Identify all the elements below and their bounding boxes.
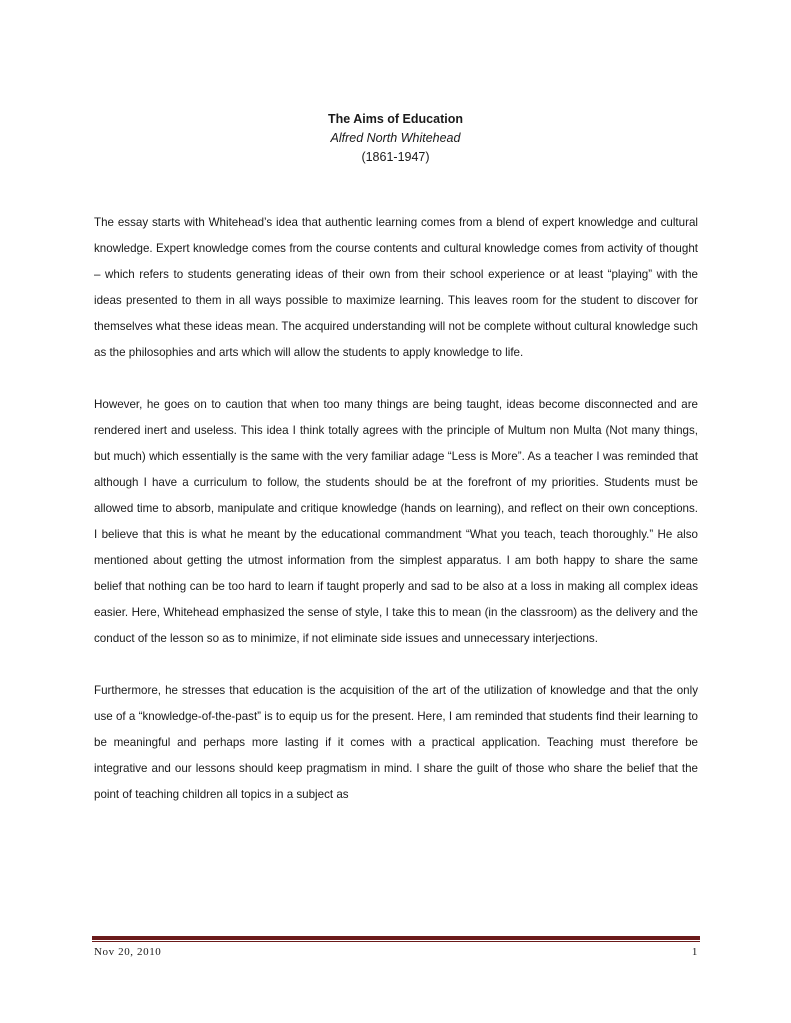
footer-divider	[92, 936, 700, 940]
page-footer	[94, 946, 698, 958]
title-block	[0, 110, 791, 167]
body-text	[94, 210, 698, 834]
author-years: (1861-1947)	[361, 150, 430, 164]
paragraph: However, he goes on to caution that when too many things are being taught, ideas become disconnected and are rendered inert and useless. This idea I think totally agrees with the principle of Multum non Multa (Not many things, but much) which essentially is the same with the very familiar adage “Less is More”. As a teacher I was reminded that although I have a curriculum to follow, the students should be at the forefront of my priorities. Students must be allowed time to absorb, manipulate and critique knowledge (hands on learning), and reflect on their own conceptions. I believe that this is what he meant by the educational commandment “What you teach, teach thoroughly.” He also mentioned about getting the utmost information from the simplest apparatus. I am both happy to share the same belief that nothing can be too hard to learn if taught properly and sad to be also at a loss in making all complex ideas easier. Here, Whitehead emphasized the sense of style, I take this to mean (in the classroom) as the delivery and the conduct of the lesson so as to minimize, if not eliminate side issues and unnecessary interjections.	[94, 398, 698, 645]
paragraph: The essay starts with Whitehead’s idea that authentic learning comes from a blend of expert knowledge and cultural knowledge. Expert knowledge comes from the course contents and cultural knowledge comes from activity of thought – which refers to students generating ideas of their own from their school experience or at least “playing” with the ideas presented to them in all ways possible to maximize learning. This leaves room for the student to discover for themselves what these ideas mean. The acquired understanding will not be complete without cultural knowledge such as the philosophies and arts which will allow the students to apply knowledge to life.	[94, 216, 698, 359]
footer-date: Nov 20, 2010	[94, 946, 162, 958]
document-author: Alfred North Whitehead	[330, 131, 461, 145]
paragraph: Furthermore, he stresses that education is the acquisition of the art of the utilization of knowledge and that the only use of a “knowledge-of-the-past” is to equip us for the present. Here, I am reminded that students find their learning to be meaningful and perhaps more lasting if it comes with a practical application. Teaching must therefore be integrative and our lessons should keep pragmatism in mind. I share the guilt of those who share the belief that the point of teaching children all topics in a subject as	[94, 684, 698, 801]
page-number: 1	[691, 946, 698, 958]
document-title: The Aims of Education	[328, 112, 463, 126]
